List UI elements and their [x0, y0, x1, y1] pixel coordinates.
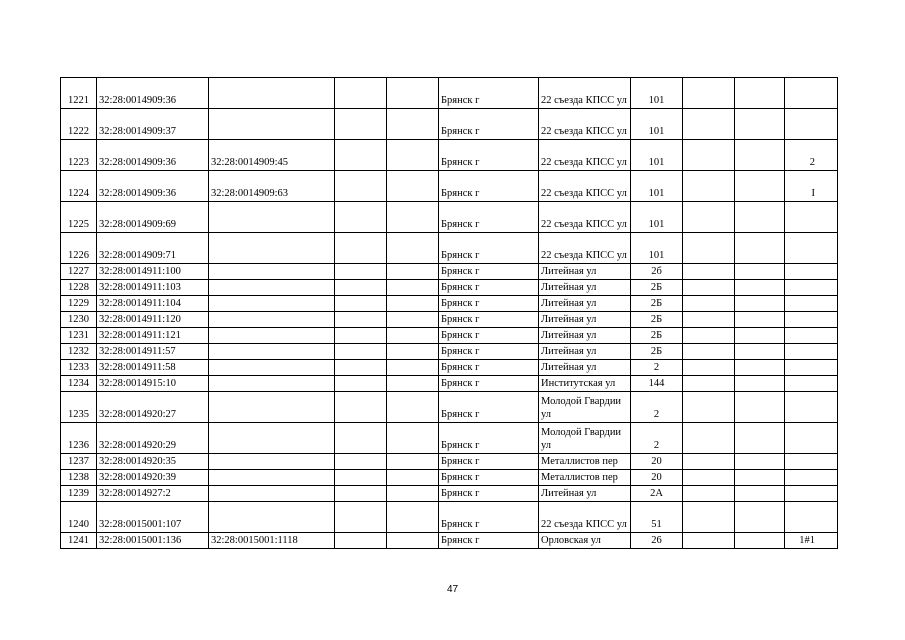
- house-cell: 101: [631, 171, 683, 202]
- empty-cell: [387, 280, 439, 296]
- premises-cell: [785, 392, 838, 423]
- premises-cell: [785, 109, 838, 140]
- city-cell: Брянск г: [439, 171, 539, 202]
- street-cell: Металлистов пер: [539, 470, 631, 486]
- house-cell: 2: [631, 360, 683, 376]
- empty-cell: [335, 376, 387, 392]
- street-cell: Литейная ул: [539, 296, 631, 312]
- empty-cell: [683, 376, 735, 392]
- premises-cell: [785, 360, 838, 376]
- cadastral-number: 32:28:0014927:2: [97, 486, 209, 502]
- empty-cell: [683, 533, 735, 549]
- city-cell: Брянск г: [439, 233, 539, 264]
- table-row: [61, 376, 838, 392]
- row-number: 1241: [61, 533, 97, 549]
- house-cell: 2: [631, 392, 683, 423]
- cadastral-number: 32:28:0015001:136: [97, 533, 209, 549]
- house-cell: 101: [631, 109, 683, 140]
- parent-cadastral-number: [209, 392, 335, 423]
- premises-cell: [785, 328, 838, 344]
- empty-cell: [387, 486, 439, 502]
- city-cell: Брянск г: [439, 486, 539, 502]
- empty-cell: [683, 344, 735, 360]
- house-cell: 20: [631, 454, 683, 470]
- empty-cell: [335, 264, 387, 280]
- cadastral-number: 32:28:0014909:71: [97, 233, 209, 264]
- house-cell: 20: [631, 470, 683, 486]
- row-number: 1240: [61, 502, 97, 533]
- empty-cell: [735, 78, 785, 109]
- row-number: 1231: [61, 328, 97, 344]
- parent-cadastral-number: [209, 312, 335, 328]
- table-row: [61, 328, 838, 344]
- premises-cell: [785, 470, 838, 486]
- empty-cell: [387, 171, 439, 202]
- parent-cadastral-number: 32:28:0014909:45: [209, 140, 335, 171]
- empty-cell: [735, 360, 785, 376]
- city-cell: Брянск г: [439, 312, 539, 328]
- premises-cell: [785, 296, 838, 312]
- empty-cell: [335, 280, 387, 296]
- cadastral-number: 32:28:0014920:35: [97, 454, 209, 470]
- city-cell: Брянск г: [439, 533, 539, 549]
- city-cell: Брянск г: [439, 423, 539, 454]
- parent-cadastral-number: [209, 423, 335, 454]
- empty-cell: [683, 423, 735, 454]
- parent-cadastral-number: [209, 78, 335, 109]
- empty-cell: [735, 392, 785, 423]
- table-row: [61, 202, 838, 233]
- house-cell: 2Б: [631, 280, 683, 296]
- empty-cell: [335, 78, 387, 109]
- empty-cell: [335, 392, 387, 423]
- city-cell: Брянск г: [439, 328, 539, 344]
- table-row: [61, 140, 838, 171]
- house-cell: 101: [631, 78, 683, 109]
- empty-cell: [683, 264, 735, 280]
- empty-cell: [735, 280, 785, 296]
- parent-cadastral-number: [209, 360, 335, 376]
- row-number: 1236: [61, 423, 97, 454]
- premises-cell: I: [785, 171, 838, 202]
- empty-cell: [335, 533, 387, 549]
- page-number: 47: [446, 584, 459, 595]
- empty-cell: [335, 233, 387, 264]
- empty-cell: [387, 470, 439, 486]
- empty-cell: [335, 296, 387, 312]
- empty-cell: [683, 202, 735, 233]
- table-row: [61, 78, 838, 109]
- house-cell: 26: [631, 533, 683, 549]
- empty-cell: [387, 109, 439, 140]
- house-cell: 2Б: [631, 328, 683, 344]
- street-cell: Литейная ул: [539, 360, 631, 376]
- city-cell: Брянск г: [439, 502, 539, 533]
- empty-cell: [735, 533, 785, 549]
- row-number: 1224: [61, 171, 97, 202]
- house-cell: 101: [631, 140, 683, 171]
- empty-cell: [735, 109, 785, 140]
- row-number: 1228: [61, 280, 97, 296]
- table-row: [61, 423, 838, 454]
- empty-cell: [735, 202, 785, 233]
- empty-cell: [387, 360, 439, 376]
- table-row: [61, 392, 838, 423]
- empty-cell: [683, 296, 735, 312]
- street-cell: Молодой Гвардии ул: [539, 423, 631, 454]
- empty-cell: [335, 470, 387, 486]
- cadastral-number: 32:28:0014911:58: [97, 360, 209, 376]
- cadastral-number: 32:28:0014920:29: [97, 423, 209, 454]
- empty-cell: [735, 470, 785, 486]
- cadastral-number: 32:28:0014911:103: [97, 280, 209, 296]
- cadastral-number: 32:28:0014911:121: [97, 328, 209, 344]
- empty-cell: [335, 171, 387, 202]
- empty-cell: [387, 328, 439, 344]
- parent-cadastral-number: [209, 486, 335, 502]
- empty-cell: [683, 392, 735, 423]
- empty-cell: [387, 264, 439, 280]
- empty-cell: [735, 233, 785, 264]
- parent-cadastral-number: [209, 502, 335, 533]
- empty-cell: [735, 312, 785, 328]
- empty-cell: [735, 502, 785, 533]
- empty-cell: [683, 233, 735, 264]
- premises-cell: [785, 280, 838, 296]
- row-number: 1229: [61, 296, 97, 312]
- table-row: [61, 486, 838, 502]
- cadastral-number: 32:28:0015001:107: [97, 502, 209, 533]
- empty-cell: [683, 140, 735, 171]
- street-cell: 22 съезда КПСС ул: [539, 140, 631, 171]
- empty-cell: [335, 360, 387, 376]
- premises-cell: 1#1: [785, 533, 838, 549]
- empty-cell: [735, 296, 785, 312]
- empty-cell: [735, 454, 785, 470]
- row-number: 1221: [61, 78, 97, 109]
- empty-cell: [387, 202, 439, 233]
- cadastral-number: 32:28:0014911:100: [97, 264, 209, 280]
- cadastral-number: 32:28:0014911:104: [97, 296, 209, 312]
- table-row: [61, 502, 838, 533]
- city-cell: Брянск г: [439, 470, 539, 486]
- cadastral-number: 32:28:0014909:36: [97, 171, 209, 202]
- premises-cell: [785, 233, 838, 264]
- house-cell: 51: [631, 502, 683, 533]
- parent-cadastral-number: [209, 344, 335, 360]
- city-cell: Брянск г: [439, 360, 539, 376]
- premises-cell: [785, 312, 838, 328]
- parent-cadastral-number: [209, 233, 335, 264]
- table-row: [61, 280, 838, 296]
- cadastral-number: 32:28:0014915:10: [97, 376, 209, 392]
- house-cell: 2Б: [631, 344, 683, 360]
- empty-cell: [335, 312, 387, 328]
- city-cell: Брянск г: [439, 344, 539, 360]
- empty-cell: [735, 376, 785, 392]
- empty-cell: [335, 344, 387, 360]
- empty-cell: [387, 454, 439, 470]
- premises-cell: [785, 376, 838, 392]
- city-cell: Брянск г: [439, 280, 539, 296]
- cadastral-number: 32:28:0014920:27: [97, 392, 209, 423]
- premises-cell: [785, 202, 838, 233]
- row-number: 1234: [61, 376, 97, 392]
- house-cell: 2Б: [631, 296, 683, 312]
- empty-cell: [683, 171, 735, 202]
- cadastral-number: 32:28:0014911:120: [97, 312, 209, 328]
- premises-cell: [785, 486, 838, 502]
- empty-cell: [335, 202, 387, 233]
- empty-cell: [387, 140, 439, 171]
- cadastral-number: 32:28:0014920:39: [97, 470, 209, 486]
- parent-cadastral-number: [209, 296, 335, 312]
- parent-cadastral-number: [209, 454, 335, 470]
- empty-cell: [387, 296, 439, 312]
- empty-cell: [335, 423, 387, 454]
- row-number: 1235: [61, 392, 97, 423]
- cadastral-number: 32:28:0014909:36: [97, 78, 209, 109]
- table-row: [61, 264, 838, 280]
- empty-cell: [335, 109, 387, 140]
- street-cell: Институтская ул: [539, 376, 631, 392]
- city-cell: Брянск г: [439, 202, 539, 233]
- row-number: 1230: [61, 312, 97, 328]
- city-cell: Брянск г: [439, 296, 539, 312]
- parent-cadastral-number: [209, 328, 335, 344]
- row-number: 1233: [61, 360, 97, 376]
- row-number: 1237: [61, 454, 97, 470]
- empty-cell: [735, 264, 785, 280]
- empty-cell: [683, 109, 735, 140]
- row-number: 1223: [61, 140, 97, 171]
- empty-cell: [387, 533, 439, 549]
- house-cell: 2А: [631, 486, 683, 502]
- row-number: 1226: [61, 233, 97, 264]
- table-row: [61, 109, 838, 140]
- street-cell: Литейная ул: [539, 312, 631, 328]
- empty-cell: [387, 392, 439, 423]
- table-row: [61, 233, 838, 264]
- table-row: [61, 360, 838, 376]
- house-cell: 101: [631, 202, 683, 233]
- row-number: 1239: [61, 486, 97, 502]
- street-cell: Литейная ул: [539, 280, 631, 296]
- empty-cell: [735, 423, 785, 454]
- street-cell: 22 съезда КПСС ул: [539, 233, 631, 264]
- empty-cell: [683, 454, 735, 470]
- empty-cell: [387, 312, 439, 328]
- house-cell: 101: [631, 233, 683, 264]
- house-cell: 144: [631, 376, 683, 392]
- premises-cell: 2: [785, 140, 838, 171]
- empty-cell: [387, 78, 439, 109]
- row-number: 1225: [61, 202, 97, 233]
- house-cell: 2Б: [631, 312, 683, 328]
- premises-cell: [785, 423, 838, 454]
- parent-cadastral-number: [209, 264, 335, 280]
- city-cell: Брянск г: [439, 140, 539, 171]
- empty-cell: [387, 233, 439, 264]
- street-cell: 22 съезда КПСС ул: [539, 171, 631, 202]
- parent-cadastral-number: [209, 109, 335, 140]
- empty-cell: [683, 486, 735, 502]
- empty-cell: [735, 486, 785, 502]
- empty-cell: [735, 140, 785, 171]
- empty-cell: [683, 312, 735, 328]
- empty-cell: [683, 360, 735, 376]
- empty-cell: [335, 486, 387, 502]
- empty-cell: [387, 344, 439, 360]
- empty-cell: [335, 502, 387, 533]
- city-cell: Брянск г: [439, 454, 539, 470]
- city-cell: Брянск г: [439, 78, 539, 109]
- row-number: 1232: [61, 344, 97, 360]
- street-cell: Литейная ул: [539, 264, 631, 280]
- row-number: 1222: [61, 109, 97, 140]
- empty-cell: [683, 328, 735, 344]
- city-cell: Брянск г: [439, 109, 539, 140]
- street-cell: Литейная ул: [539, 344, 631, 360]
- empty-cell: [683, 78, 735, 109]
- street-cell: 22 съезда КПСС ул: [539, 502, 631, 533]
- street-cell: 22 съезда КПСС ул: [539, 202, 631, 233]
- cadastral-number: 32:28:0014909:37: [97, 109, 209, 140]
- city-cell: Брянск г: [439, 376, 539, 392]
- empty-cell: [683, 470, 735, 486]
- street-cell: 22 съезда КПСС ул: [539, 78, 631, 109]
- empty-cell: [735, 344, 785, 360]
- street-cell: Молодой Гвардии ул: [539, 392, 631, 423]
- city-cell: Брянск г: [439, 264, 539, 280]
- parent-cadastral-number: 32:28:0015001:1118: [209, 533, 335, 549]
- registry-body: [61, 78, 838, 549]
- row-number: 1238: [61, 470, 97, 486]
- parent-cadastral-number: [209, 202, 335, 233]
- registry-table: [60, 77, 838, 549]
- parent-cadastral-number: [209, 376, 335, 392]
- table-row: [61, 312, 838, 328]
- parent-cadastral-number: 32:28:0014909:63: [209, 171, 335, 202]
- house-cell: 2б: [631, 264, 683, 280]
- table-row: [61, 470, 838, 486]
- empty-cell: [683, 502, 735, 533]
- premises-cell: [785, 502, 838, 533]
- premises-cell: [785, 454, 838, 470]
- street-cell: Литейная ул: [539, 328, 631, 344]
- table-row: [61, 296, 838, 312]
- cadastral-number: 32:28:0014909:69: [97, 202, 209, 233]
- house-cell: 2: [631, 423, 683, 454]
- premises-cell: [785, 344, 838, 360]
- empty-cell: [387, 423, 439, 454]
- street-cell: Литейная ул: [539, 486, 631, 502]
- cadastral-number: 32:28:0014911:57: [97, 344, 209, 360]
- street-cell: Орловская ул: [539, 533, 631, 549]
- empty-cell: [335, 454, 387, 470]
- cadastral-number: 32:28:0014909:36: [97, 140, 209, 171]
- parent-cadastral-number: [209, 470, 335, 486]
- empty-cell: [387, 376, 439, 392]
- street-cell: 22 съезда КПСС ул: [539, 109, 631, 140]
- city-cell: Брянск г: [439, 392, 539, 423]
- empty-cell: [387, 502, 439, 533]
- empty-cell: [735, 328, 785, 344]
- empty-cell: [335, 140, 387, 171]
- street-cell: Металлистов пер: [539, 454, 631, 470]
- table-row: [61, 344, 838, 360]
- empty-cell: [683, 280, 735, 296]
- row-number: 1227: [61, 264, 97, 280]
- empty-cell: [335, 328, 387, 344]
- premises-cell: [785, 264, 838, 280]
- table-row: [61, 171, 838, 202]
- table-row: [61, 454, 838, 470]
- table-row: [61, 533, 838, 549]
- empty-cell: [735, 171, 785, 202]
- premises-cell: [785, 78, 838, 109]
- parent-cadastral-number: [209, 280, 335, 296]
